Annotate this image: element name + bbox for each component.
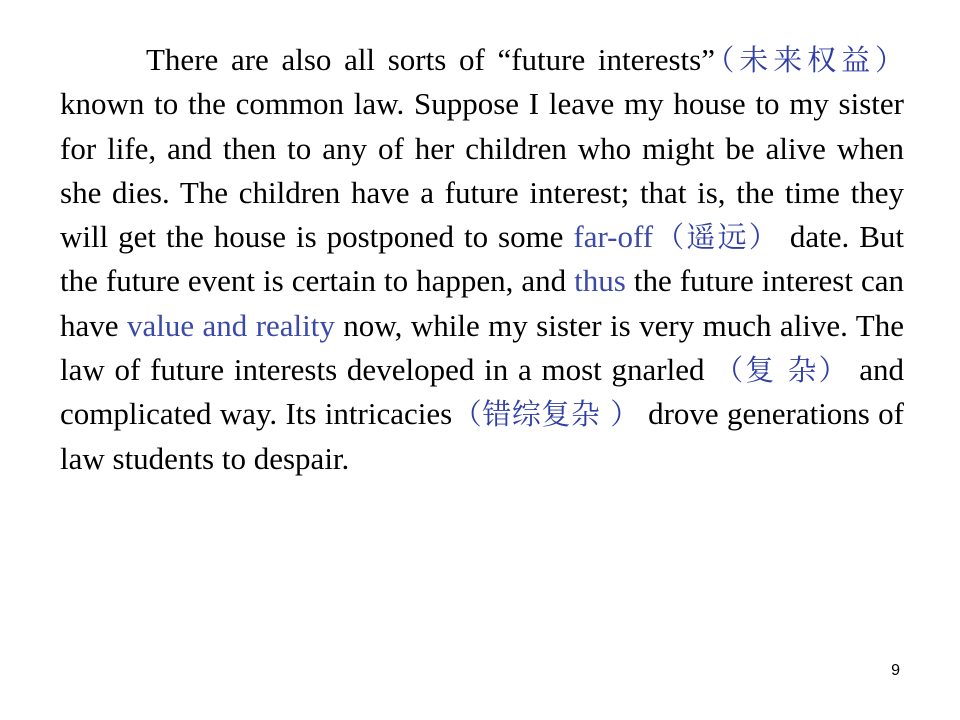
highlighted-term: far-off bbox=[573, 219, 654, 255]
passage-text: drove generations of law students to despair. bbox=[60, 396, 905, 476]
passage-text: now, while my sister is very much alive. The law of future interests developed in a most gnarled bbox=[60, 307, 904, 388]
page-number: 9 bbox=[891, 662, 900, 679]
passage-text: date. But the future event is certain to happen, and bbox=[60, 219, 904, 299]
passage-text: and complicated way. Its intricacies bbox=[60, 352, 905, 432]
chinese-gloss: （错综复杂 ） bbox=[452, 397, 640, 432]
highlighted-term: thus bbox=[574, 263, 626, 299]
chinese-gloss: （遥远） bbox=[653, 220, 780, 255]
passage-text: There are also all sorts of “future interests” bbox=[146, 42, 715, 77]
passage-paragraph bbox=[60, 38, 904, 481]
highlighted-term: value and reality bbox=[126, 307, 335, 343]
passage-text: the future interest can have bbox=[60, 263, 904, 343]
passage-text: known to the common law. Suppose I leave my house to my sister for life, and then to any of her children who might be alive when she dies. The children have a future interest; that is, the time they will get the house is postponed to some bbox=[60, 86, 904, 255]
chinese-gloss: （复 杂） bbox=[714, 353, 850, 388]
chinese-gloss: （未来权益） bbox=[714, 43, 904, 77]
